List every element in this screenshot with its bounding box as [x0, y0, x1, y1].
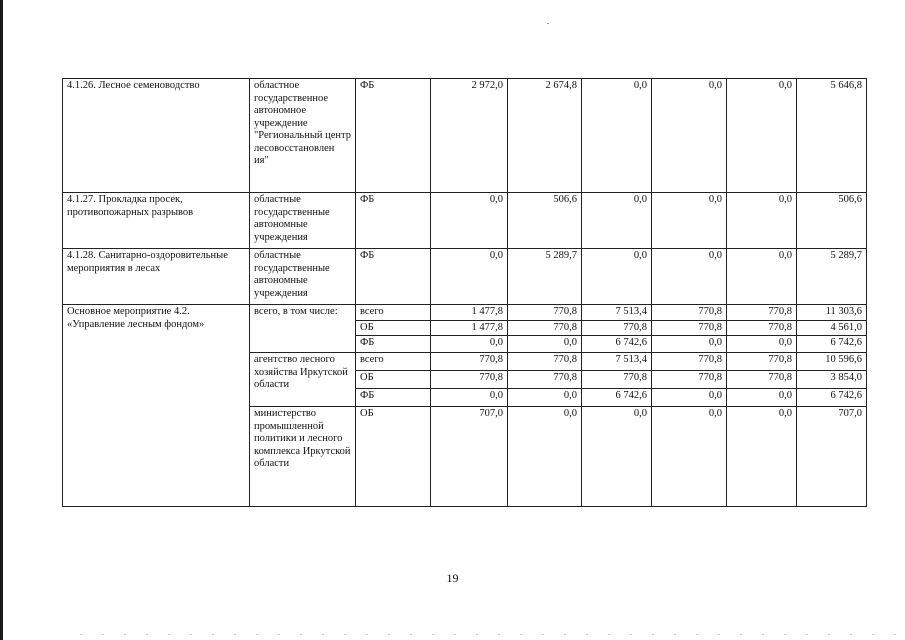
value-cell: 770,8: [727, 320, 797, 336]
source-cell: ОБ: [356, 407, 431, 507]
executor-cell: министерство промышленной политики и лесного комплекса Иркутской области: [250, 407, 356, 507]
value-cell: 0,0: [582, 249, 652, 305]
value-cell: 0,0: [652, 249, 727, 305]
total-cell: 5 289,7: [797, 249, 867, 305]
source-cell: ФБ: [356, 193, 431, 249]
value-cell: 2 972,0: [431, 79, 508, 193]
value-cell: 0,0: [582, 193, 652, 249]
table-row: [63, 79, 867, 193]
table-row: [63, 305, 867, 321]
value-cell: 0,0: [508, 407, 582, 507]
value-cell: 770,8: [582, 320, 652, 336]
value-cell: 770,8: [727, 371, 797, 389]
source-cell: всего: [356, 305, 431, 321]
total-cell: 6 742,6: [797, 389, 867, 407]
source-cell: всего: [356, 353, 431, 371]
value-cell: 0,0: [727, 193, 797, 249]
value-cell: 0,0: [431, 193, 508, 249]
value-cell: 0,0: [582, 79, 652, 193]
value-cell: 0,0: [652, 336, 727, 353]
scan-speck: [547, 23, 549, 24]
executor-cell: всего, в том числе:: [250, 305, 356, 353]
total-cell: 6 742,6: [797, 336, 867, 353]
value-cell: 7 513,4: [582, 353, 652, 371]
executor-cell: областные государственные автономные учреждения: [250, 249, 356, 305]
executor-cell: областные государственные автономные учреждения: [250, 193, 356, 249]
executor-cell: областное государственное автономное учреждение "Региональный центр лесовосстановлен ия": [250, 79, 356, 193]
source-cell: ФБ: [356, 249, 431, 305]
value-cell: 0,0: [727, 79, 797, 193]
measure-cell: 4.1.26. Лесное семеноводство: [63, 79, 250, 193]
total-cell: 5 646,8: [797, 79, 867, 193]
value-cell: 0,0: [431, 249, 508, 305]
value-cell: 7 513,4: [582, 305, 652, 321]
total-cell: 4 561,0: [797, 320, 867, 336]
total-cell: 11 303,6: [797, 305, 867, 321]
measure-cell: 4.1.28. Санитарно-оздоровительные мероприятия в лесах: [63, 249, 250, 305]
value-cell: 0,0: [652, 389, 727, 407]
source-cell: ОБ: [356, 371, 431, 389]
value-cell: 2 674,8: [508, 79, 582, 193]
value-cell: 5 289,7: [508, 249, 582, 305]
executor-cell: агентство лесного хозяйства Иркутской области: [250, 353, 356, 407]
value-cell: 770,8: [431, 371, 508, 389]
total-cell: 707,0: [797, 407, 867, 507]
page-number: 19: [446, 571, 459, 585]
value-cell: 1 477,8: [431, 305, 508, 321]
total-cell: 10 596,6: [797, 353, 867, 371]
source-cell: ФБ: [356, 389, 431, 407]
total-cell: 3 854,0: [797, 371, 867, 389]
scan-edge: [0, 0, 3, 640]
value-cell: 0,0: [727, 249, 797, 305]
value-cell: 770,8: [508, 305, 582, 321]
value-cell: 0,0: [508, 389, 582, 407]
value-cell: 770,8: [582, 371, 652, 389]
value-cell: 6 742,6: [582, 336, 652, 353]
table-row: [63, 193, 867, 249]
main-event-cell: Основное мероприятие 4.2. «Управление лесным фондом»: [63, 305, 250, 507]
source-cell: ФБ: [356, 336, 431, 353]
scan-noise: [80, 634, 900, 635]
value-cell: 770,8: [727, 353, 797, 371]
value-cell: 707,0: [431, 407, 508, 507]
source-cell: ФБ: [356, 79, 431, 193]
value-cell: 0,0: [727, 389, 797, 407]
value-cell: 0,0: [582, 407, 652, 507]
value-cell: 770,8: [652, 305, 727, 321]
value-cell: 0,0: [431, 389, 508, 407]
value-cell: 0,0: [652, 193, 727, 249]
source-cell: ОБ: [356, 320, 431, 336]
table-row: [63, 249, 867, 305]
value-cell: 770,8: [508, 320, 582, 336]
value-cell: 770,8: [652, 371, 727, 389]
value-cell: 506,6: [508, 193, 582, 249]
measure-cell: 4.1.27. Прокладка просек, противопожарных разрывов: [63, 193, 250, 249]
value-cell: 770,8: [508, 371, 582, 389]
value-cell: 770,8: [652, 320, 727, 336]
value-cell: 0,0: [727, 407, 797, 507]
value-cell: 770,8: [652, 353, 727, 371]
value-cell: 770,8: [508, 353, 582, 371]
budget-table: [62, 78, 867, 507]
value-cell: 6 742,6: [582, 389, 652, 407]
value-cell: 770,8: [727, 305, 797, 321]
value-cell: 0,0: [727, 336, 797, 353]
value-cell: 1 477,8: [431, 320, 508, 336]
value-cell: 770,8: [431, 353, 508, 371]
value-cell: 0,0: [431, 336, 508, 353]
value-cell: 0,0: [508, 336, 582, 353]
value-cell: 0,0: [652, 79, 727, 193]
value-cell: 0,0: [652, 407, 727, 507]
total-cell: 506,6: [797, 193, 867, 249]
